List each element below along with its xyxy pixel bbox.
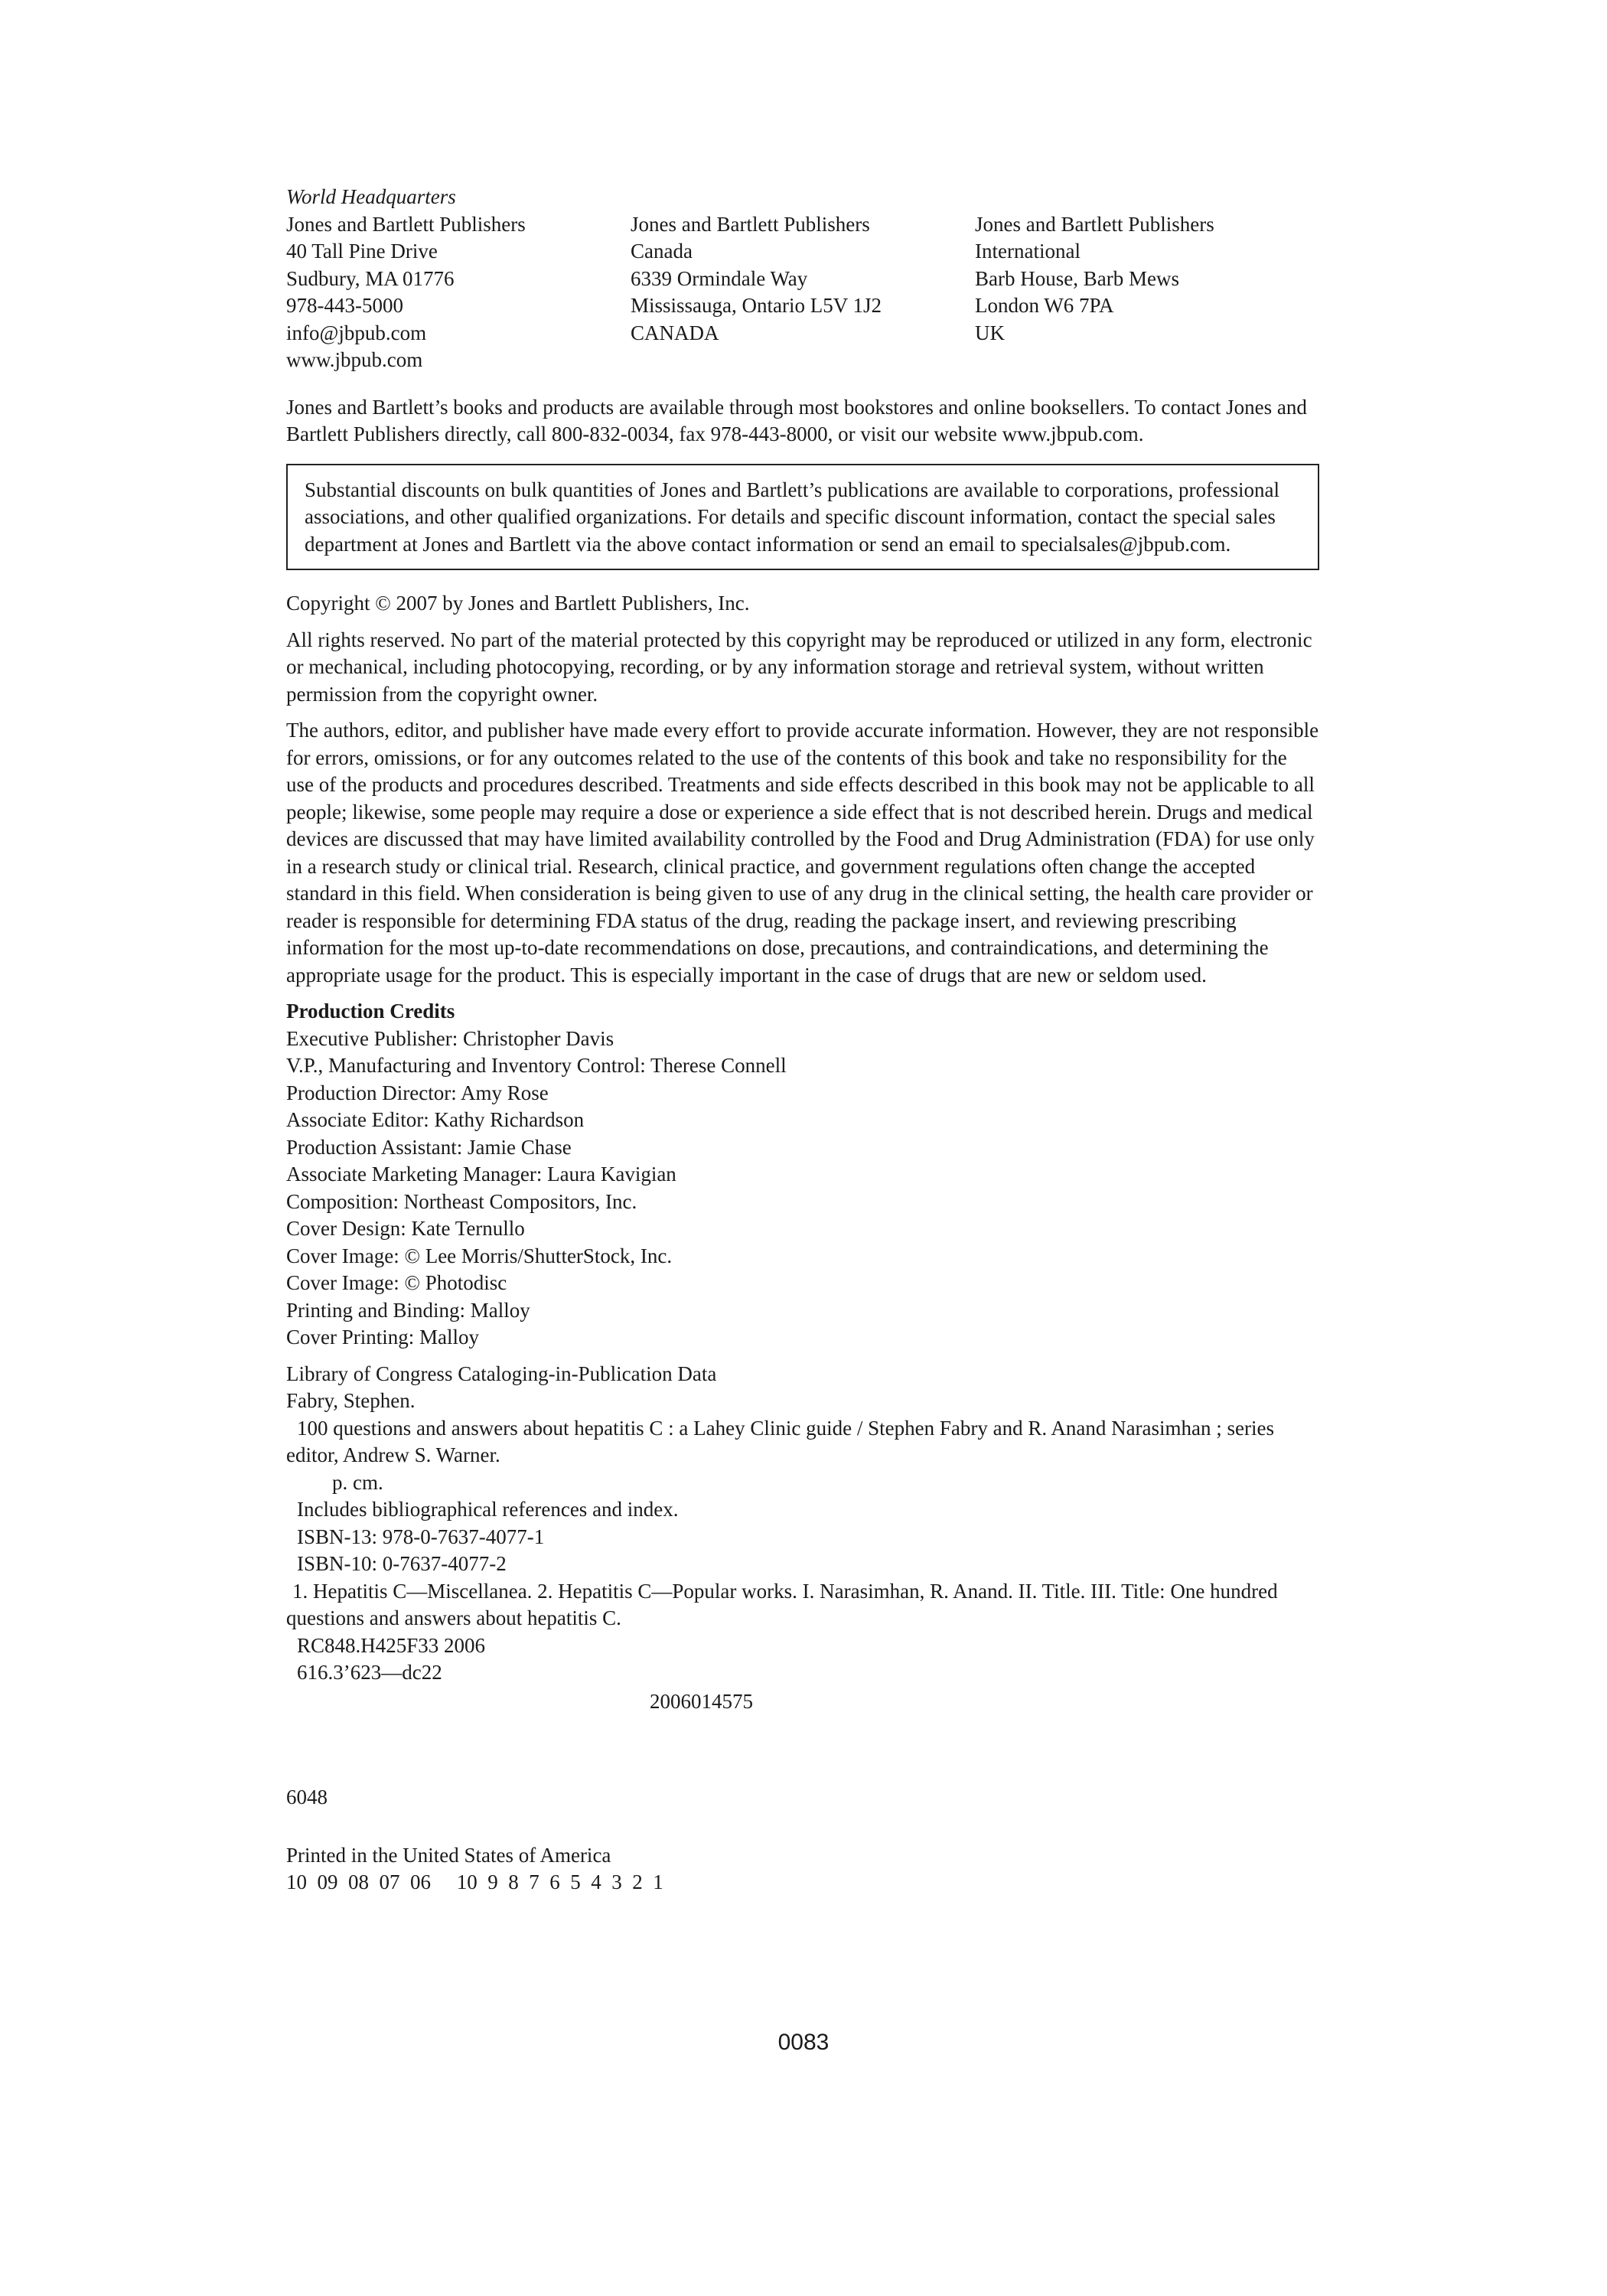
- cip-bibliography: Includes bibliographical references and index.: [297, 1498, 679, 1521]
- cip-subjects: 1. Hepatitis C—Miscellanea. 2. Hepatitis C—Popular works. I. Narasimhan, R. Anand. II. Title. III. Title: One hundred questions and answers about hepatitis C.: [286, 1579, 1278, 1629]
- address-line: Mississauga, Ontario L5V 1J2: [631, 294, 882, 317]
- cip-lc-class: RC848.H425F33 2006: [297, 1633, 486, 1657]
- credit-item: Cover Image: © Photodisc: [286, 1271, 507, 1294]
- address-sudbury: [286, 211, 631, 374]
- cip-title: 100 questions and answers about hepatitis C : a Lahey Clinic guide / Stephen Fabry and R. Anand Narasimhan ; series editor, Andrew S. Warner.: [286, 1416, 1275, 1466]
- credit-item: Cover Printing: Malloy: [286, 1326, 479, 1349]
- cip-data-block: [286, 1361, 1319, 1716]
- credit-item: V.P., Manufacturing and Inventory Control: Therese Connell: [286, 1054, 787, 1077]
- discount-notice-box: [286, 464, 1319, 571]
- cip-heading: Library of Congress Cataloging-in-Publication Data: [286, 1362, 717, 1385]
- address-line: International: [975, 240, 1081, 263]
- print-line: 10 09 08 07 06 10 9 8 7 6 5 4 3 2 1: [286, 1870, 663, 1893]
- credit-item: Executive Publisher: Christopher Davis: [286, 1026, 614, 1050]
- cip-isbn13: ISBN-13: 978-0-7637-4077-1: [297, 1525, 545, 1548]
- credit-item: Cover Design: Kate Ternullo: [286, 1217, 525, 1240]
- page-number: 0083: [777, 2030, 830, 2055]
- address-line: Barb House, Barb Mews: [975, 266, 1179, 290]
- copyright-line: Copyright © 2007 by Jones and Bartlett Publishers, Inc.: [286, 592, 750, 615]
- printing-info: [286, 1842, 1319, 1896]
- printed-country: Printed in the United States of America: [286, 1843, 611, 1867]
- credit-item: Printing and Binding: Malloy: [286, 1298, 530, 1322]
- address-line: Jones and Bartlett Publishers: [975, 212, 1214, 236]
- address-line: CANADA: [631, 321, 719, 344]
- credit-item: Cover Image: © Lee Morris/ShutterStock, Inc.: [286, 1244, 673, 1267]
- credit-item: Production Assistant: Jamie Chase: [286, 1135, 572, 1159]
- address-columns: [286, 211, 1319, 374]
- website: www.jbpub.com: [286, 348, 423, 371]
- credit-item: Associate Editor: Kathy Richardson: [286, 1108, 585, 1131]
- cip-pages: p. cm.: [332, 1470, 383, 1494]
- address-line: Jones and Bartlett Publishers: [286, 212, 526, 236]
- credit-item: Composition: Northeast Compositors, Inc.: [286, 1189, 637, 1213]
- cip-dewey: 616.3’623—dc22: [297, 1661, 442, 1684]
- credit-item: Production Director: Amy Rose: [286, 1081, 549, 1104]
- credit-item: Associate Marketing Manager: Laura Kavigian: [286, 1163, 676, 1186]
- distribution-paragraph: Jones and Bartlett’s books and products are available through most bookstores and online booksellers. To contact Jones and Bartlett Publishers directly, call 800-832-0034, fax 978-443-8000, or visit our website www.jbpub.com.: [286, 395, 1307, 445]
- cip-author: Fabry, Stephen.: [286, 1389, 416, 1412]
- cip-lccn: 2006014575: [650, 1689, 753, 1713]
- copyright-page: [286, 184, 1319, 1896]
- discount-notice-text: Substantial discounts on bulk quantities of Jones and Bartlett’s publications are available to corporations, professional associations, and other qualified organizations. For details and specific discount information, contact the special sales department at Jones and Bartlett via the above contact information or send an email to specialsales@jbpub.com.: [305, 478, 1279, 556]
- address-line: Sudbury, MA 01776: [286, 266, 455, 290]
- email-address: info@jbpub.com: [286, 321, 427, 344]
- address-line: London W6 7PA: [975, 294, 1114, 317]
- address-line: Canada: [631, 240, 693, 263]
- address-line: 6339 Ormindale Way: [631, 266, 808, 290]
- address-line: 40 Tall Pine Drive: [286, 240, 438, 263]
- address-canada: [631, 211, 975, 347]
- cip-isbn10: ISBN-10: 0-7637-4077-2: [297, 1552, 507, 1575]
- address-line: UK: [975, 321, 1005, 344]
- production-credits-heading: Production Credits: [286, 1000, 455, 1022]
- phone-number: 978-443-5000: [286, 294, 403, 317]
- production-credits-list: [286, 1026, 1319, 1352]
- disclaimer-paragraph: The authors, editor, and publisher have made every effort to provide accurate information. However, they are not responsible for errors, omissions, or for any outcomes related to the use of the contents of this book and take no responsibility for the use of the products and procedures described. Treatments and side effects described in this book may not be applicable to all people; likewise, some people may require a dose or experience a side effect that is not described herein. Drugs and medical devices are discussed that may have limited availability controlled by the Food and Drug Administration (FDA) for use only in a research study or clinical trial. Research, clinical practice, and government regulations often change the accepted standard in this field. When consideration is being given to use of any drug in the clinical setting, the health care provider or reader is responsible for determining FDA status of the drug, reading the package insert, and reviewing prescribing information for the most up-to-date recommendations on dose, precautions, and contraindications, and determining the appropriate usage for the product. This is especially important in the case of drugs that are new or seldom used.: [286, 719, 1319, 987]
- printer-code: 6048: [286, 1786, 328, 1808]
- world-hq-label: World Headquarters: [286, 185, 456, 208]
- address-line: Jones and Bartlett Publishers: [631, 212, 870, 236]
- address-international: [975, 211, 1319, 347]
- rights-paragraph: All rights reserved. No part of the material protected by this copyright may be reproduced or utilized in any form, electronic or mechanical, including photocopying, recording, or by any information storage and retrieval system, without written permission from the copyright owner.: [286, 628, 1312, 706]
